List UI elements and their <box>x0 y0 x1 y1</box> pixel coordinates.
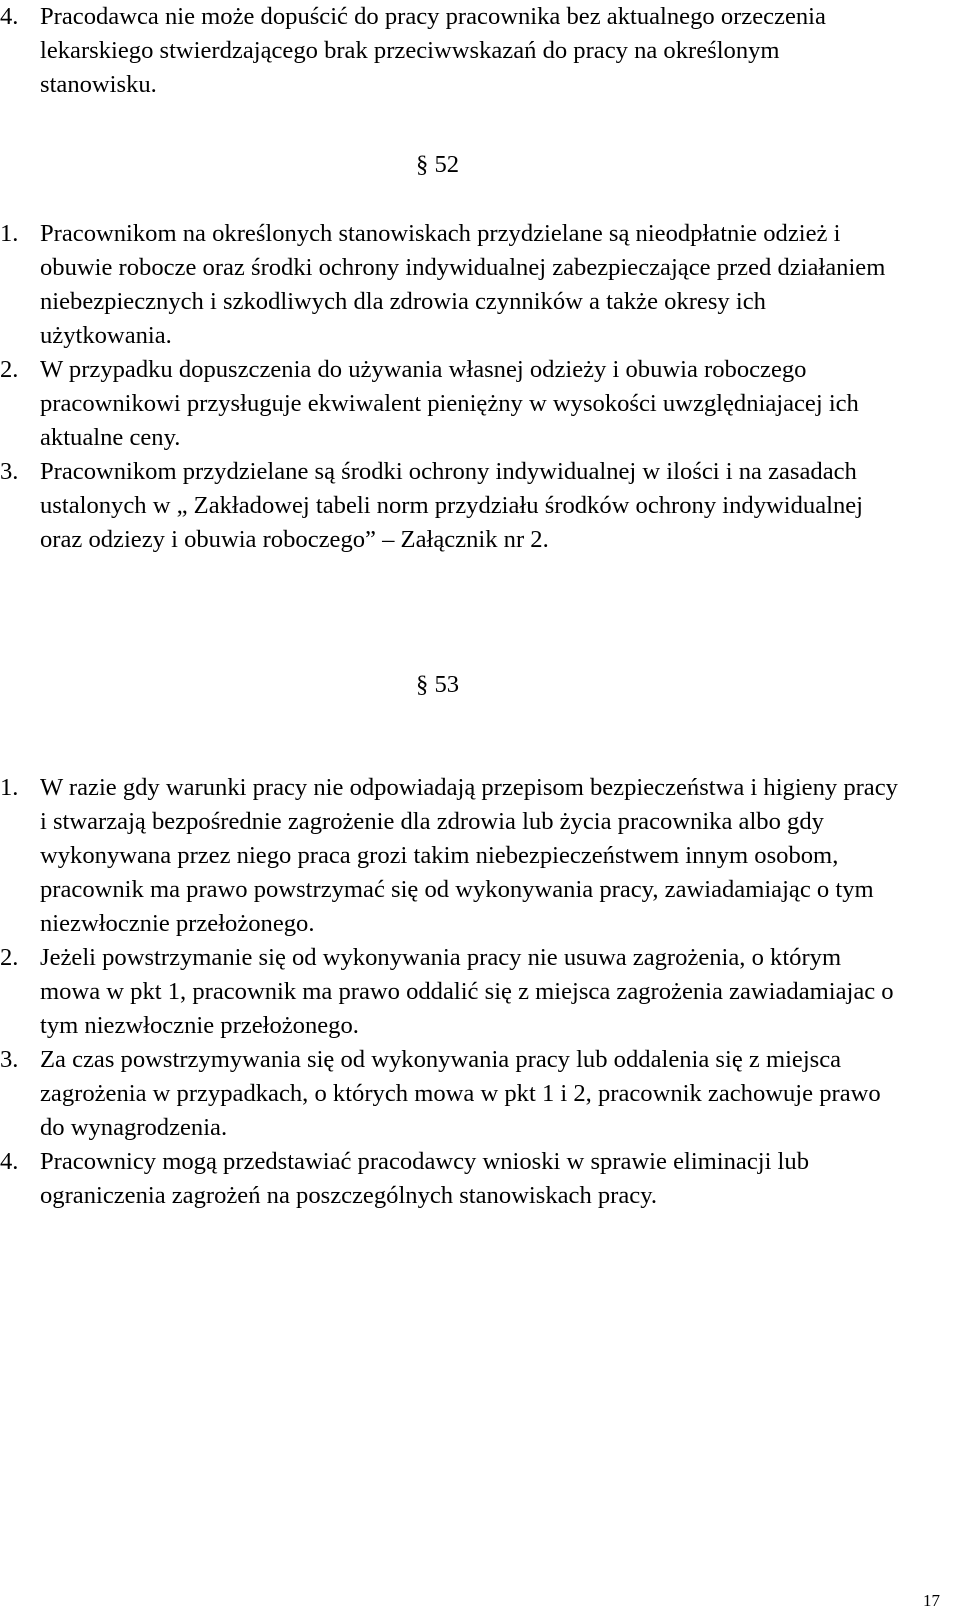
item-text: Pracownikom na określonych stanowiskach przydzielane są nieodpłatnie odzież i obuwie robocze oraz środki ochrony indywidualnej zabezpieczające przed działaniem niebezpiecznych i szkodliwych dla zdrowia czynników a także okresy ich użytkowania. <box>40 220 886 349</box>
section-52-list <box>0 217 900 557</box>
list-item <box>0 1145 900 1213</box>
item-text: W przypadku dopuszczenia do używania własnej odzieży i obuwia roboczego pracownikowi przysługuje ekwiwalent pieniężny w wysokości uwzględniajacej ich aktualne ceny. <box>40 356 859 451</box>
list-item <box>0 217 900 353</box>
list-item <box>0 771 900 941</box>
item-number: 1. <box>0 774 19 801</box>
item-text: Pracownikom przydzielane są środki ochrony indywidualnej w ilości i na zasadach ustalonych w „ Zakładowej tabeli norm przydziału środków ochrony indywidualnej oraz odziezy i obuwia roboczego” – Załącznik nr 2. <box>40 458 863 553</box>
section-53-list <box>0 771 900 1213</box>
item-text: W razie gdy warunki pracy nie odpowiadają przepisom bezpieczeństwa i higieny pracy i stwarzają bezpośrednie zagrożenie dla zdrowia lub życia pracownika albo gdy wykonywana przez niego praca grozi takim niebezpieczeństwem innym osobom, pracownik ma prawo powstrzymać się od wykonywania pracy, zawiadamiając o tym niezwłocznie przełożonego. <box>40 774 898 937</box>
page-number: 17 <box>923 1591 940 1610</box>
item-text: Pracodawca nie może dopuścić do pracy pracownika bez aktualnego orzeczenia lekarskiego stwierdzającego brak przeciwwskazań do pracy na określonym stanowisku. <box>40 3 826 98</box>
list-item <box>0 353 900 455</box>
item-number: 4. <box>0 3 19 30</box>
item-text: Jeżeli powstrzymanie się od wykonywania pracy nie usuwa zagrożenia, o którym mowa w pkt 1, pracownik ma prawo oddalić się z miejsca zagrożenia zawiadamiajac o tym niezwłocznie przełożonego. <box>40 944 894 1039</box>
section-heading-53: § 53 <box>416 671 460 698</box>
list-item <box>0 941 900 1043</box>
list-item <box>0 1043 900 1145</box>
item-text: Pracownicy mogą przedstawiać pracodawcy wnioski w sprawie eliminacji lub ograniczenia zagrożeń na poszczególnych stanowiskach pracy. <box>40 1148 809 1209</box>
item-number: 3. <box>0 458 19 485</box>
list-item <box>0 0 900 102</box>
list-item <box>0 455 900 557</box>
section-heading-52: § 52 <box>416 151 460 178</box>
item-number: 4. <box>0 1148 19 1175</box>
item-number: 2. <box>0 356 19 383</box>
item-number: 2. <box>0 944 19 971</box>
item-text: Za czas powstrzymywania się od wykonywania pracy lub oddalenia się z miejsca zagrożenia w przypadkach, o których mowa w pkt 1 i 2, pracownik zachowuje prawo do wynagrodzenia. <box>40 1046 881 1141</box>
top-list <box>0 0 900 102</box>
item-number: 3. <box>0 1046 19 1073</box>
item-number: 1. <box>0 220 19 247</box>
